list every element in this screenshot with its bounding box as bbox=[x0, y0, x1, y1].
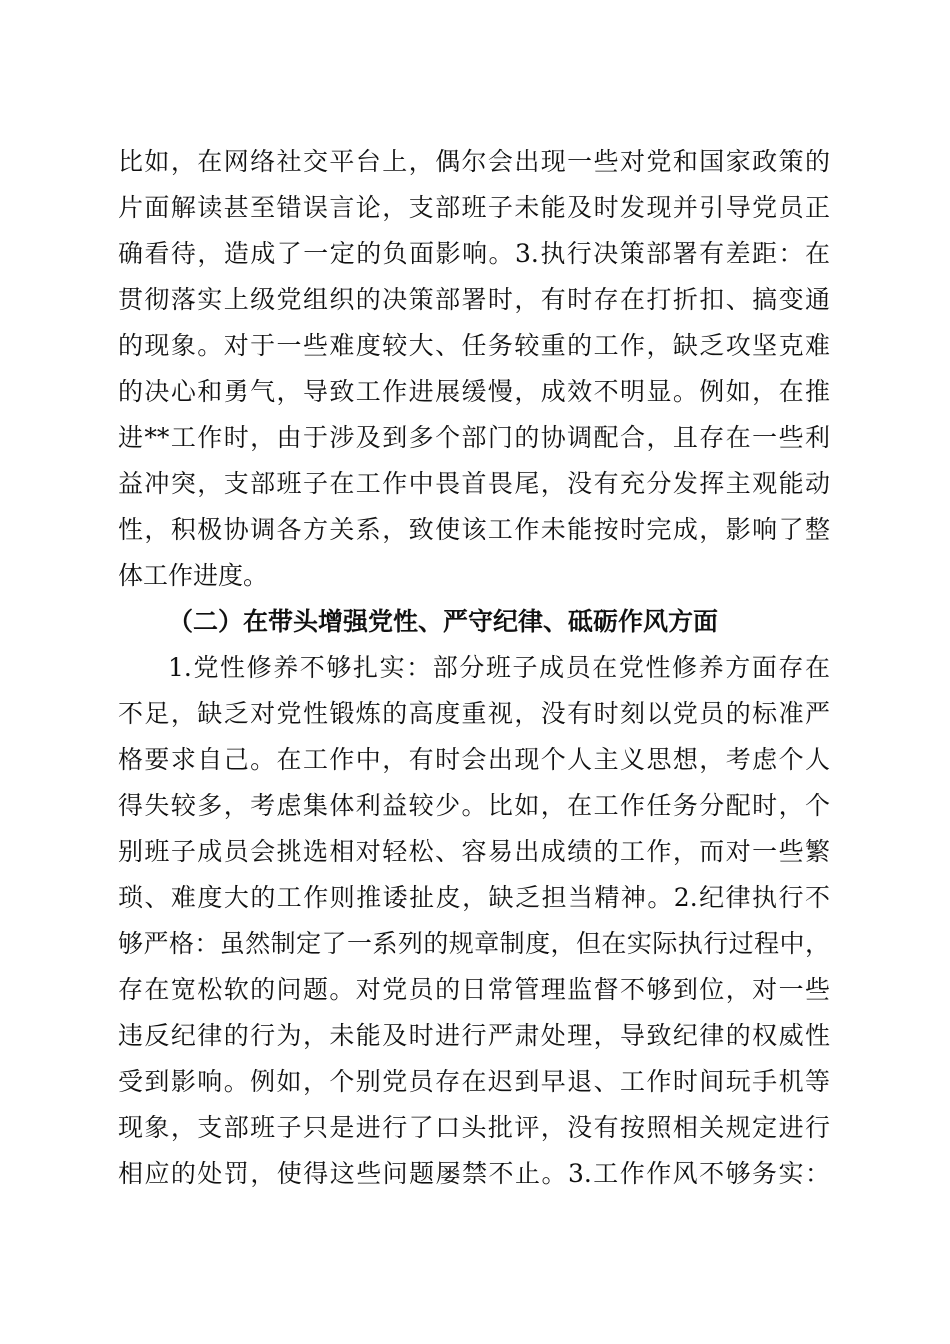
text-line: 进**工作时，由于涉及到多个部门的协调配合，且存在一些利 bbox=[118, 423, 830, 452]
text-line: 琐、难度大的工作则推诿扯皮，缺乏担当精神。2.纪律执行不 bbox=[118, 883, 830, 912]
text-line: 别班子成员会挑选相对轻松、容易出成绩的工作，而对一些繁 bbox=[118, 837, 830, 866]
text-line: 存在宽松软的问题。对党员的日常管理监督不够到位，对一些 bbox=[118, 975, 830, 1004]
text-line: 比如，在网络社交平台上，偶尔会出现一些对党和国家政策的 bbox=[118, 147, 830, 176]
text-line: 性，积极协调各方关系，致使该工作未能按时完成，影响了整 bbox=[118, 515, 830, 544]
text-line: 贯彻落实上级党组织的决策部署时，有时存在打折扣、搞变通 bbox=[118, 285, 830, 314]
text-line: 益冲突，支部班子在工作中畏首畏尾，没有充分发挥主观能动 bbox=[118, 469, 830, 498]
text-line: 1.党性修养不够扎实：部分班子成员在党性修养方面存在 bbox=[168, 653, 830, 682]
text-line: 的决心和勇气，导致工作进展缓慢，成效不明显。例如，在推 bbox=[118, 377, 830, 406]
text-line: 受到影响。例如，个别党员存在迟到早退、工作时间玩手机等 bbox=[118, 1067, 830, 1096]
text-line: 的现象。对于一些难度较大、任务较重的工作，缺乏攻坚克难 bbox=[118, 331, 830, 360]
text-line: 相应的处罚，使得这些问题屡禁不止。3.工作作风不够务实： bbox=[118, 1159, 830, 1188]
text-line: 得失较多，考虑集体利益较少。比如，在工作任务分配时，个 bbox=[118, 791, 830, 820]
text-line: 格要求自己。在工作中，有时会出现个人主义思想，考虑个人 bbox=[118, 745, 830, 774]
text-line: 够严格：虽然制定了一系列的规章制度，但在实际执行过程中， bbox=[118, 929, 830, 958]
text-line: 片面解读甚至错误言论，支部班子未能及时发现并引导党员正 bbox=[118, 193, 830, 222]
text-line: 违反纪律的行为，未能及时进行严肃处理，导致纪律的权威性 bbox=[118, 1021, 830, 1050]
text-line: 现象，支部班子只是进行了口头批评，没有按照相关规定进行 bbox=[118, 1113, 830, 1142]
text-line: 体工作进度。 bbox=[118, 561, 269, 590]
text-line: 确看待，造成了一定的负面影响。3.执行决策部署有差距：在 bbox=[118, 239, 830, 268]
text-line: 不足，缺乏对党性锻炼的高度重视，没有时刻以党员的标准严 bbox=[118, 699, 830, 728]
section-heading: （二）在带头增强党性、严守纪律、砥砺作风方面 bbox=[168, 607, 719, 636]
